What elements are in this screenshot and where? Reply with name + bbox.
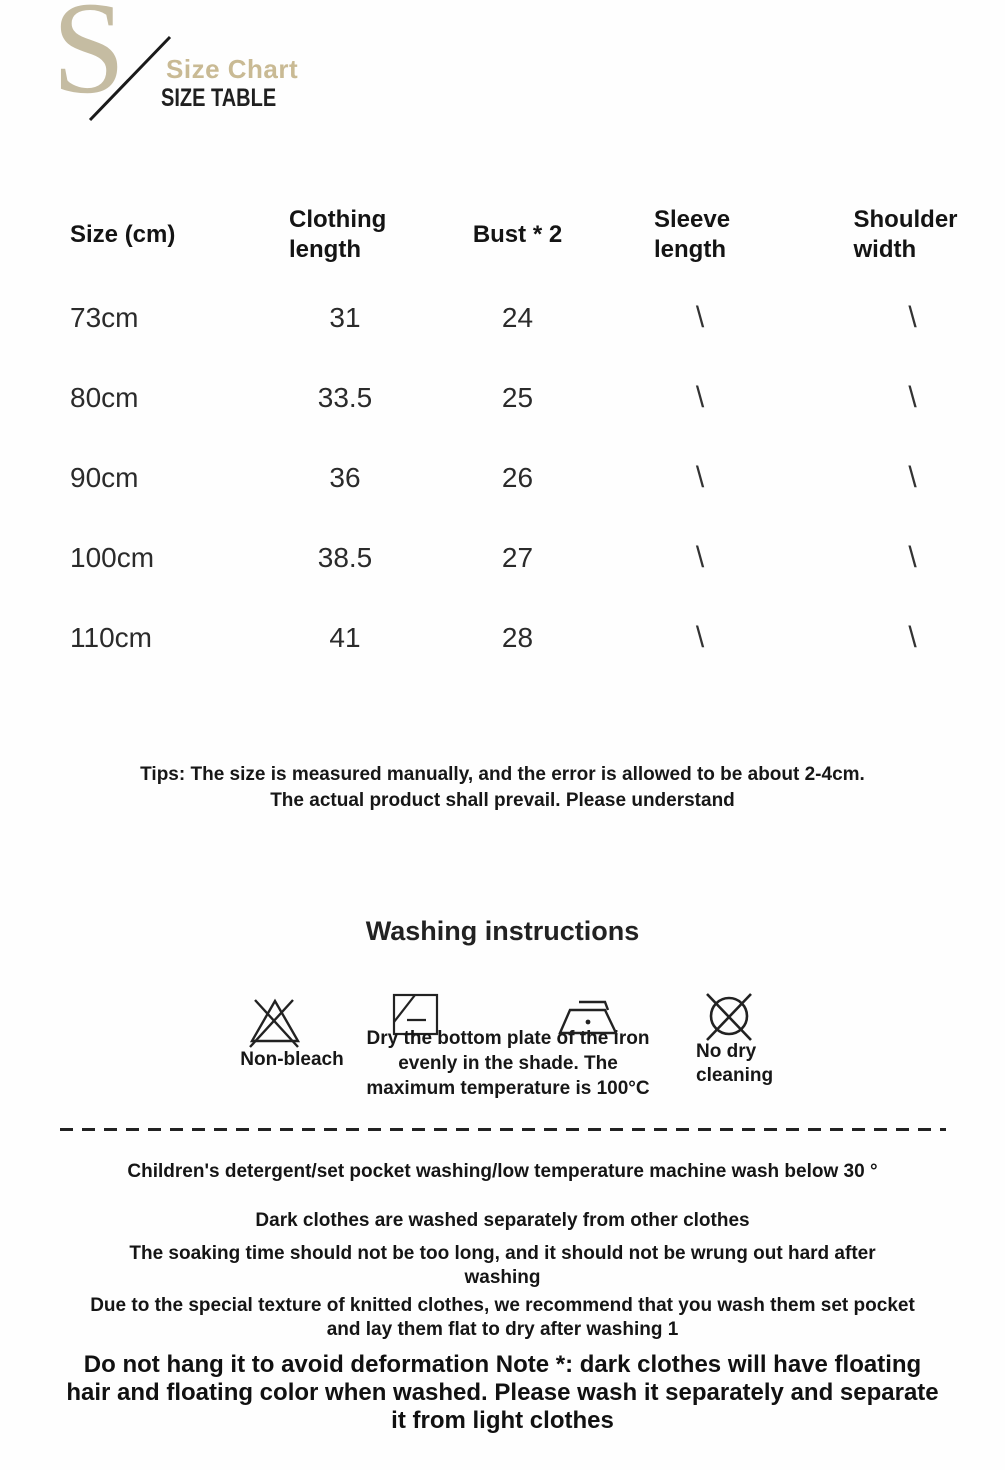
cell-sleeve: \: [695, 381, 705, 414]
cell-sleeve: \: [695, 301, 705, 334]
col-header-size: Size (cm): [70, 221, 176, 248]
cell-size: 73cm: [70, 302, 139, 333]
cell-shoulder: \: [908, 381, 917, 414]
cell-clothing-length: 33.5: [317, 382, 373, 413]
cell-size: 110cm: [70, 622, 152, 653]
cell-bust: 25: [501, 382, 534, 413]
no-dry-cleaning-icon: [701, 989, 757, 1045]
cell-clothing-length: 31: [329, 302, 361, 333]
tips-line-2: The actual product shall prevail. Please understand: [270, 790, 735, 811]
cell-size: 80cm: [70, 382, 139, 413]
cell-size: 100cm: [70, 542, 155, 573]
logo-letter: S: [52, 0, 126, 121]
cell-shoulder: \: [908, 621, 917, 654]
no-dry-cleaning-label: No dry cleaning: [696, 1041, 774, 1086]
tips-line-1: Tips: The size is measured manually, and the error is allowed to be about 2-4cm.: [140, 764, 865, 785]
care-instructions: [0, 1160, 1005, 1435]
care-item: Due to the special texture of knitted clothes, we recommend that you wash them set pocket and lay them flat to dry after washing 1: [90, 1295, 915, 1340]
cell-bust: 28: [501, 622, 534, 653]
cell-shoulder: \: [908, 301, 917, 334]
iron-icon: [555, 997, 623, 1039]
care-item-warning: Do not hang it to avoid deformation Note *: dark clothes will have floating hair and floating color when washed. Please wash it separately and separate it from light clothes: [66, 1351, 939, 1434]
cell-sleeve: \: [695, 621, 705, 654]
cell-shoulder: \: [908, 461, 917, 494]
cell-clothing-length: 41: [329, 622, 361, 653]
care-item: Children's detergent/set pocket washing/low temperature machine wash below 30 °: [127, 1161, 878, 1182]
cell-bust: 26: [501, 462, 534, 493]
washing-instructions-title: Washing instructions: [365, 916, 640, 946]
cell-clothing-length: 38.5: [317, 542, 373, 573]
col-header-sleeve-length: Sleeve length: [654, 206, 731, 263]
non-bleach-icon: [243, 991, 307, 1055]
non-bleach-label: Non-bleach: [240, 1049, 344, 1070]
cell-sleeve: \: [695, 541, 705, 574]
logo-title: Size Chart: [166, 54, 299, 84]
cell-clothing-length: 36: [329, 462, 361, 493]
shade-dry-label: Dry the bottom plate of the iron evenly in the shade. The maximum temperature is 100°C: [366, 1028, 650, 1099]
logo-subtitle: SIZE TABLE: [161, 84, 277, 112]
care-item: Dark clothes are washed separately from other clothes: [255, 1210, 750, 1231]
care-item: The soaking time should not be too long, and it should not be wrung out hard after washing: [129, 1243, 876, 1288]
col-header-bust: Bust * 2: [472, 221, 563, 248]
cell-bust: 24: [501, 302, 534, 333]
dashed-divider: [60, 1128, 946, 1131]
col-header-clothing-length: Clothing length: [289, 206, 387, 263]
cell-size: 90cm: [70, 462, 139, 493]
cell-bust: 27: [501, 542, 534, 573]
cell-shoulder: \: [908, 541, 917, 574]
col-header-shoulder-width: Shoulder width: [853, 206, 958, 263]
cell-sleeve: \: [695, 461, 705, 494]
